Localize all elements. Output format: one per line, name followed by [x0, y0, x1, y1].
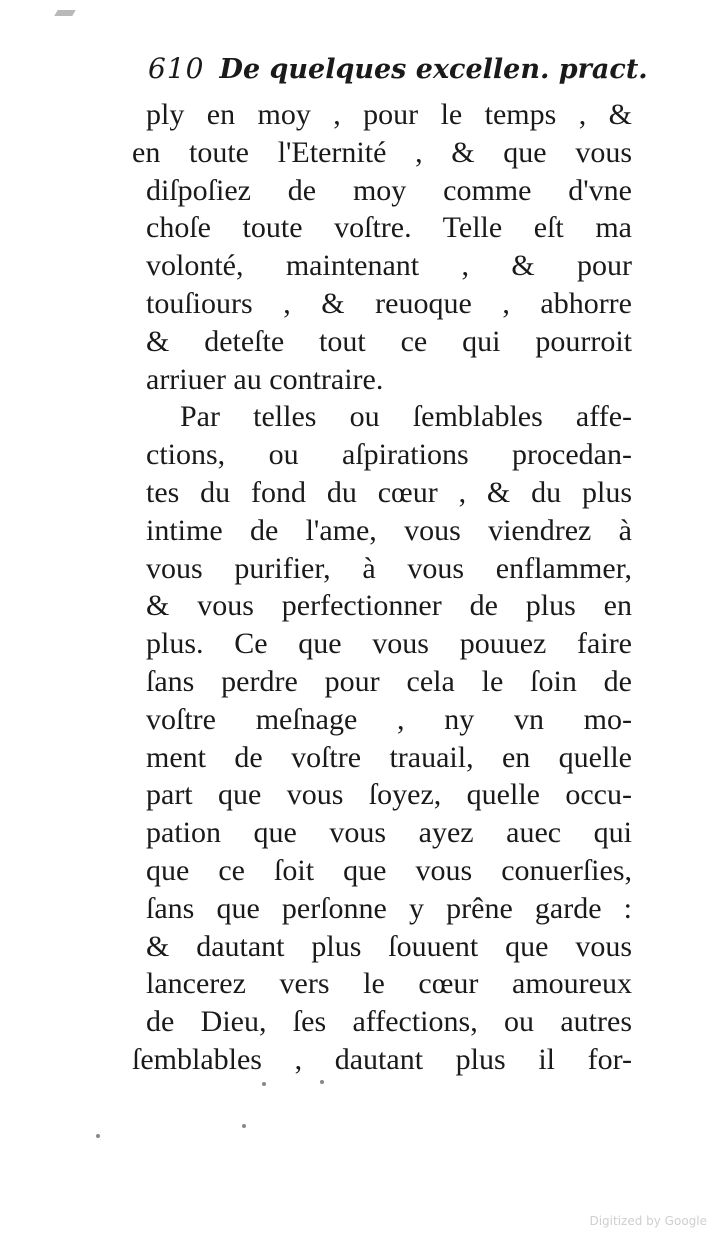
- ink-speck: [242, 1124, 246, 1128]
- text-line: touſiours , & reuoque , abhorre: [146, 286, 632, 320]
- text-line: ſans que perſonne y prêne garde :: [146, 891, 632, 925]
- paragraph-start-line: Par telles ou ſemblables affe-: [180, 400, 632, 434]
- text-line: & deteſte tout ce qui pourroit: [146, 324, 632, 358]
- text-line: diſpoſiez de moy comme d'vne: [146, 173, 632, 207]
- text-line: ment de voſtre trauail, en quelle: [146, 740, 632, 774]
- corner-mark: [54, 10, 75, 16]
- body-text: [132, 96, 632, 1079]
- text-line: de Dieu, ſes affections, ou autres: [146, 1005, 632, 1039]
- text-line: que ce ſoit que vous conuerſies,: [146, 853, 632, 887]
- text-line: ctions, ou aſpirations procedan-: [146, 438, 632, 472]
- watermark: Digitized by Google: [589, 1214, 707, 1228]
- text-line: plus. Ce que vous pouuez faire: [146, 627, 632, 661]
- text-line: ply en moy , pour le temps , &: [146, 98, 632, 131]
- text-line: arriuer au contraire.: [146, 362, 384, 396]
- text-line: part que vous ſoyez, quelle occu-: [146, 778, 632, 812]
- text-line: choſe toute voſtre. Telle eſt ma: [146, 211, 632, 245]
- running-title: De quelques excellen. pract.: [219, 54, 648, 85]
- page-header: [148, 52, 648, 96]
- text-line: voſtre meſnage , ny vn mo-: [146, 702, 632, 736]
- text-line: intime de l'ame, vous viendrez à: [146, 513, 632, 547]
- ink-speck: [320, 1080, 324, 1084]
- ink-speck: [96, 1134, 100, 1138]
- text-line: ſemblables , dautant plus il for-: [132, 1042, 632, 1076]
- text-line: ſans perdre pour cela le ſoin de: [146, 664, 632, 698]
- text-line: tes du fond du cœur , & du plus: [146, 475, 632, 509]
- text-line: & vous perfectionner de plus en: [146, 589, 632, 623]
- text-line: vous purifier, à vous enflammer,: [146, 551, 632, 585]
- text-line: volonté, maintenant , & pour: [146, 249, 632, 283]
- page-number: 610: [148, 52, 205, 85]
- ink-speck: [262, 1082, 266, 1086]
- text-line: en toute l'Eternité , & que vous: [132, 135, 632, 169]
- text-line: & dautant plus ſouuent que vous: [146, 929, 632, 963]
- text-line: pation que vous ayez auec qui: [146, 816, 632, 850]
- text-line: lancerez vers le cœur amoureux: [146, 967, 632, 1001]
